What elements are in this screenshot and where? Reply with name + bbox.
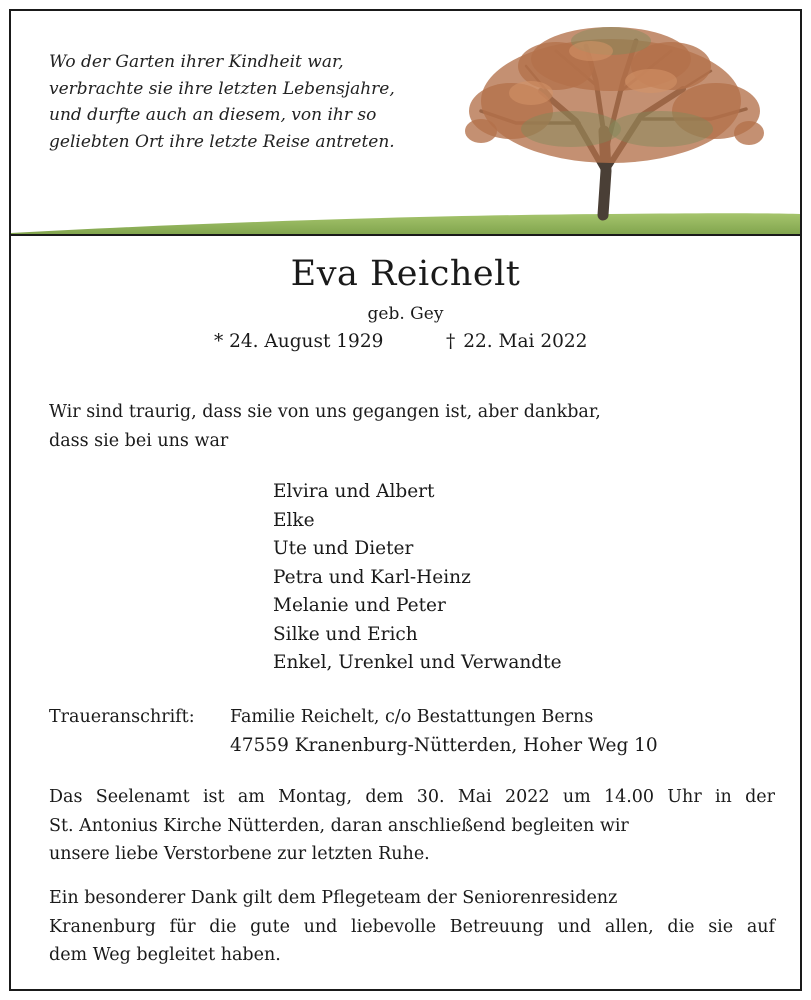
death-date-group bbox=[446, 331, 587, 352]
family-list bbox=[273, 478, 562, 678]
address-line-2: 47559 Kranenburg-Nütterden, Hoher Weg 10 bbox=[230, 734, 658, 756]
birth-name: geb. Gey bbox=[367, 304, 444, 324]
thanks-line: Ein besonderer Dank gilt dem Pflegeteam der Seniorenresidenz bbox=[49, 888, 618, 908]
birth-date: * 24. August 1929 bbox=[214, 331, 384, 352]
thanks-line: Kranenburg für die gute und liebevolle Betreuung und allen, die sie auf bbox=[49, 916, 775, 937]
thanks-text bbox=[49, 884, 775, 970]
family-member: Elke bbox=[273, 509, 315, 531]
intro-line: dass sie bei uns war bbox=[49, 430, 229, 451]
cross-icon: † bbox=[446, 331, 456, 352]
family-member: Melanie und Peter bbox=[273, 595, 446, 616]
family-member: Ute und Dieter bbox=[273, 538, 414, 559]
address-line-1: Familie Reichelt, c/o Bestattungen Berns bbox=[230, 707, 594, 727]
family-member: Silke und Erich bbox=[273, 623, 418, 645]
intro-line: Wir sind traurig, dass sie von uns gegangen ist, aber dankbar, bbox=[49, 402, 601, 422]
family-member: Petra und Karl-Heinz bbox=[273, 566, 471, 588]
deceased-name: Eva Reichelt bbox=[290, 254, 521, 294]
header-area bbox=[11, 11, 800, 236]
thanks-line: dem Weg begleitet haben. bbox=[49, 945, 281, 965]
header-divider bbox=[11, 234, 800, 236]
family-member: Enkel, Urenkel und Verwandte bbox=[273, 652, 562, 673]
service-line: unsere liebe Verstorbene zur letzten Ruhe. bbox=[49, 844, 430, 864]
address-label: Traueranschrift: bbox=[49, 707, 195, 727]
service-line: St. Antonius Kirche Nütterden, daran anschließend begleiten wir bbox=[49, 815, 629, 836]
death-date: 22. Mai 2022 bbox=[463, 331, 588, 352]
service-text bbox=[49, 783, 775, 869]
poem-line: Wo der Garten ihrer Kindheit war, bbox=[49, 52, 344, 72]
poem-line: und durfte auch an diesem, von ihr so bbox=[49, 105, 377, 125]
intro-text bbox=[49, 398, 601, 455]
poem-line: verbrachte sie ihre letzten Lebensjahre, bbox=[49, 78, 395, 99]
poem bbox=[49, 49, 395, 155]
service-line: Das Seelenamt ist am Montag, dem 30. Mai 2022 um 14.00 Uhr in der bbox=[49, 787, 775, 807]
family-member: Elvira und Albert bbox=[273, 481, 435, 502]
meadow bbox=[11, 213, 800, 236]
poem-line: geliebten Ort ihre letzte Reise antreten. bbox=[49, 131, 395, 152]
